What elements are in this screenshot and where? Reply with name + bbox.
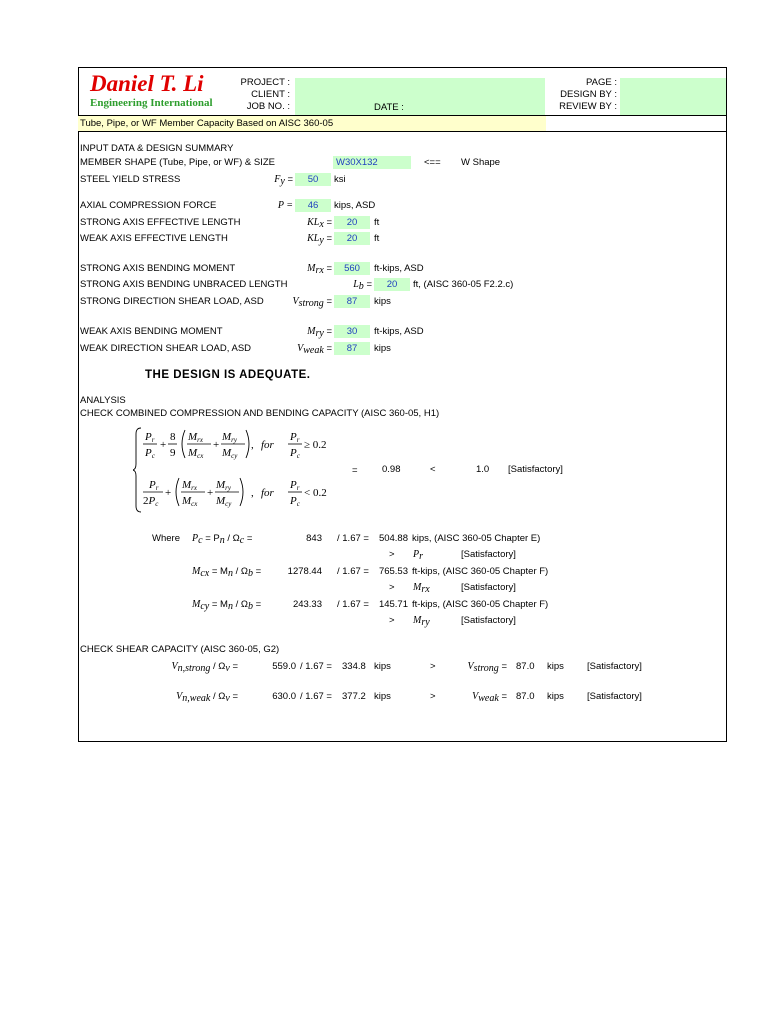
capacity-factor: / 1.67 =	[337, 533, 369, 544]
sheet-title: Tube, Pipe, or WF Member Capacity Based on AISC 360-05	[80, 118, 334, 129]
fy-value: 50	[307, 174, 319, 185]
mrx-symbol: $M_{rx}$ =	[307, 263, 332, 276]
formula-for-1: for	[261, 439, 274, 451]
shear-unit: kips	[374, 691, 391, 702]
svg-text:Pr: Pr	[145, 431, 155, 444]
capacity-gt: >	[389, 582, 395, 593]
mrx-label: STRONG AXIS BENDING MOMENT	[80, 263, 236, 274]
capacity-nominal: 243.33	[292, 599, 322, 610]
shear-allow: 377.2	[342, 691, 366, 702]
svg-text:Pr: Pr	[149, 479, 159, 492]
shear-factor: / 1.67 =	[300, 691, 332, 702]
vweak-unit: kips	[374, 343, 391, 354]
design-by-label: DESIGN BY :	[560, 89, 617, 100]
member-label: MEMBER SHAPE (Tube, Pipe, or WF) & SIZE	[80, 157, 275, 168]
capacity-reference: kips, (AISC 360-05 Chapter E)	[412, 533, 541, 544]
shear-nominal: 630.0	[272, 691, 296, 702]
svg-text:Pr: Pr	[290, 479, 300, 492]
formula-ge: ≥ 0.2	[304, 439, 327, 451]
capacity-gt: >	[389, 615, 395, 626]
fy-unit: ksi	[334, 174, 346, 185]
combined-status: [Satisfactory]	[508, 464, 563, 475]
svg-text:Mry: Mry	[222, 431, 238, 444]
capacity-allow: 765.53	[378, 566, 408, 577]
page-label: PAGE :	[586, 77, 617, 88]
mry-label: WEAK AXIS BENDING MOMENT	[80, 326, 223, 337]
vstrong-label: STRONG DIRECTION SHEAR LOAD, ASD	[80, 296, 264, 307]
capacity-reference: ft-kips, (AISC 360-05 Chapter F)	[412, 566, 549, 577]
klx-unit: ft	[374, 217, 380, 228]
klx-label: STRONG AXIS EFFECTIVE LENGTH	[80, 217, 241, 228]
member-shape: W Shape	[461, 157, 501, 168]
shear-compare-value: 87.0	[516, 691, 535, 702]
svg-text:2Pc: 2Pc	[143, 495, 159, 508]
client-label: CLIENT :	[251, 89, 290, 100]
shear-check-title: CHECK SHEAR CAPACITY (AISC 360-05, G2)	[80, 644, 280, 655]
capacity-allow: 504.88	[378, 533, 408, 544]
formula-for-2: for	[261, 487, 274, 499]
review-by-label: REVIEW BY :	[559, 101, 617, 112]
combined-check-title: CHECK COMBINED COMPRESSION AND BENDING CAPACITY (AISC 360-05, H1)	[80, 408, 440, 419]
capacity-allow: 145.71	[378, 599, 408, 610]
capacity-factor: / 1.67 =	[337, 599, 369, 610]
capacity-gt: >	[389, 549, 395, 560]
capacity-compare: $P_r$	[413, 549, 424, 562]
p-symbol: P =	[277, 200, 293, 211]
svg-text:Mcy: Mcy	[216, 495, 232, 508]
p-unit: kips, ASD	[334, 200, 376, 211]
analysis-title: ANALYSIS	[80, 395, 126, 406]
page-info-field[interactable]	[620, 78, 726, 115]
interaction-formula	[133, 424, 343, 516]
fy-symbol: $F_y$ =	[274, 174, 293, 187]
vweak-symbol: $V_{weak}$ =	[297, 343, 332, 356]
jobno-label: JOB NO. :	[246, 101, 290, 112]
capacity-status: [Satisfactory]	[461, 615, 516, 626]
shear-allow: 334.8	[342, 661, 366, 672]
lb-unit: ft, (AISC 360-05 F2.2.c)	[413, 279, 514, 290]
capacity-reference: ft-kips, (AISC 360-05 Chapter F)	[412, 599, 549, 610]
svg-text:Pc: Pc	[290, 495, 300, 508]
shear-unit: kips	[374, 661, 391, 672]
svg-text:,: ,	[251, 439, 254, 451]
capacity-expression: $M_{cy} = M_n / \Omega_b$ =	[192, 599, 262, 612]
svg-text:Mrx: Mrx	[188, 431, 204, 444]
capacity-status: [Satisfactory]	[461, 549, 516, 560]
shear-status: [Satisfactory]	[587, 661, 642, 672]
where-label: Where	[152, 533, 180, 544]
capacity-nominal: 843	[306, 533, 322, 544]
combined-limit: 1.0	[476, 464, 490, 475]
capacity-factor: / 1.67 =	[337, 566, 369, 577]
combined-lt: <	[430, 464, 436, 475]
combined-eq: =	[352, 465, 358, 476]
svg-text:Mcy: Mcy	[222, 447, 238, 460]
svg-text:Mcx: Mcx	[188, 447, 204, 460]
shear-factor: / 1.67 =	[300, 661, 332, 672]
vstrong-value: 87	[346, 296, 358, 307]
vstrong-unit: kips	[374, 296, 391, 307]
svg-text:Mry: Mry	[216, 479, 232, 492]
mry-symbol: $M_{ry}$ =	[307, 326, 332, 339]
design-result: THE DESIGN IS ADEQUATE.	[145, 369, 311, 381]
vweak-label: WEAK DIRECTION SHEAR LOAD, ASD	[80, 343, 252, 354]
company-logo-subtitle: Engineering International	[90, 97, 213, 109]
svg-text:Mrx: Mrx	[182, 479, 198, 492]
project-label: PROJECT :	[240, 77, 290, 88]
lb-label: STRONG AXIS BENDING UNBRACED LENGTH	[80, 279, 288, 290]
shear-compare-value: 87.0	[516, 661, 535, 672]
capacity-status: [Satisfactory]	[461, 582, 516, 593]
svg-text:+: +	[207, 487, 214, 499]
formula-lt: < 0.2	[304, 487, 327, 499]
vweak-value: 87	[346, 343, 358, 354]
kly-unit: ft	[374, 233, 380, 244]
shear-expression: $V_{n,strong} / \Omega_v$ =	[171, 661, 238, 674]
mry-value: 30	[346, 326, 358, 337]
p-value: 46	[307, 200, 319, 211]
formula-nine: 9	[170, 447, 176, 459]
shear-compare-unit: kips	[547, 691, 564, 702]
svg-text:Pc: Pc	[145, 447, 155, 460]
shear-gt: >	[430, 691, 436, 702]
fy-label: STEEL YIELD STRESS	[80, 174, 181, 185]
mry-unit: ft-kips, ASD	[374, 326, 424, 337]
klx-value: 20	[346, 217, 358, 228]
kly-symbol: $KL_y$ =	[307, 233, 332, 246]
company-logo: Daniel T. Li	[90, 71, 204, 96]
mrx-value: 560	[344, 263, 360, 274]
member-arrow: <==	[424, 157, 441, 168]
shear-expression: $V_{n,weak} / \Omega_v$ =	[176, 691, 238, 704]
combined-value: 0.98	[382, 464, 401, 475]
member-value: W30X132	[336, 157, 378, 168]
svg-text:Pc: Pc	[290, 447, 300, 460]
svg-text:+: +	[213, 439, 220, 451]
mrx-unit: ft-kips, ASD	[374, 263, 424, 274]
svg-text:,: ,	[251, 487, 254, 499]
lb-value: 20	[386, 279, 398, 290]
shear-gt: >	[430, 661, 436, 672]
kly-label: WEAK AXIS EFFECTIVE LENGTH	[80, 233, 228, 244]
formula-two: 2	[143, 495, 149, 507]
vstrong-symbol: $V_{strong}$ =	[292, 296, 332, 309]
title-divider	[78, 131, 727, 132]
capacity-compare: $M_{rx}$	[413, 582, 430, 595]
shear-compare: $V_{weak}$ =	[472, 691, 507, 704]
lb-symbol: $L_b$ =	[353, 279, 372, 292]
p-label: AXIAL COMPRESSION FORCE	[80, 200, 217, 211]
capacity-expression: $P_c = P_n / \Omega_c$ =	[192, 533, 253, 546]
input-section-title: INPUT DATA & DESIGN SUMMARY	[80, 143, 234, 154]
shear-status: [Satisfactory]	[587, 691, 642, 702]
shear-compare: $V_{strong}$ =	[467, 661, 507, 674]
formula-eight: 8	[170, 431, 176, 443]
date-label: DATE :	[374, 102, 404, 113]
svg-text:+: +	[165, 487, 172, 499]
svg-text:+: +	[160, 439, 167, 451]
kly-value: 20	[346, 233, 358, 244]
klx-symbol: $KL_x$ =	[307, 217, 332, 230]
capacity-nominal: 1278.44	[287, 566, 322, 577]
shear-compare-unit: kips	[547, 661, 564, 672]
svg-text:Pr: Pr	[290, 431, 300, 444]
svg-text:Mcx: Mcx	[182, 495, 198, 508]
capacity-expression: $M_{cx} = M_n / \Omega_b$ =	[192, 566, 262, 579]
capacity-compare: $M_{ry}$	[413, 615, 430, 628]
shear-nominal: 559.0	[272, 661, 296, 672]
